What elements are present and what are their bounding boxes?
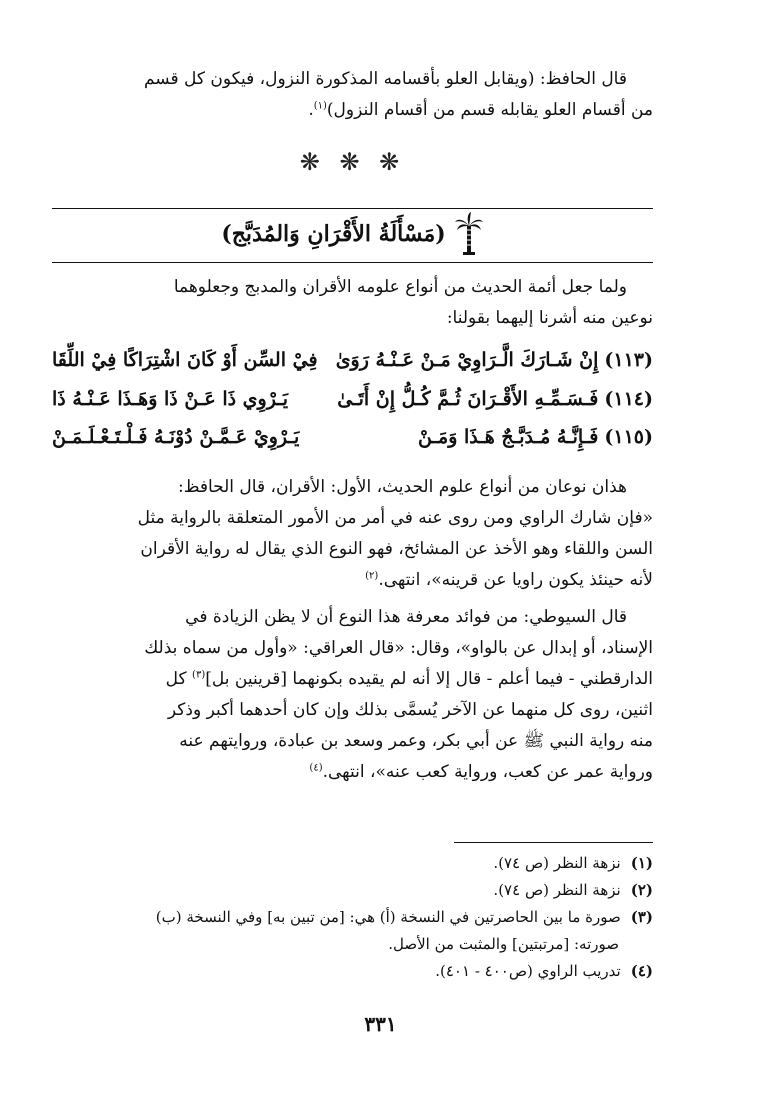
para2-line-2: «فإن شارك الراوي ومن روى عنه في أمر من الأمور المتعلقة بالرواية مثل xyxy=(137,508,653,528)
paragraph-intro-poem xyxy=(52,272,653,334)
intro-paragraph xyxy=(52,64,653,126)
para1-line-2: نوعين منه أشرنا إليهما بقولنا: xyxy=(446,308,653,328)
verse-first-hemistich: فَـسَـمِّـهِ الأَقْـرَانَ ثُـمَّ كُـلُّ إِنْ أَتَـىٰ xyxy=(337,388,599,410)
footnote-text: تدريب الراوي (ص٤٠٠ - ٤٠١). xyxy=(435,962,621,980)
footnote-ref-4[interactable]: (٤) xyxy=(309,762,323,774)
verse-number: (١١٥) xyxy=(604,426,653,448)
footnote-text: صورة ما بين الحاصرتين في النسخة (أ) هي: [من تبين به] وفي النسخة (ب) xyxy=(155,908,621,926)
footnote-number: (٤) xyxy=(630,962,653,980)
footnote-number: (٢) xyxy=(630,881,653,899)
footnote-number: (٣) xyxy=(630,908,653,926)
para3-line-3b: كل xyxy=(165,669,187,689)
para3-line-2: الإسناد، أو إبدال عن بالواو»، وقال: «قال العراقي: «وأول من سماه بذلك xyxy=(144,638,653,658)
title-top-rule xyxy=(52,208,653,209)
footnote-1 xyxy=(52,850,653,877)
para2-line-1: هذان نوعان من أنواع علوم الحديث، الأول: الأقران، قال الحافظ: xyxy=(177,477,627,497)
para2-line-4: لأنه حينئذ يكون راويا عن قرينه»، انتهى. xyxy=(378,570,653,590)
verse-second-hemistich: فِيْ السِّن أَوْ كَانَ اشْتِرَاكًا فِيْ اللِّقَا xyxy=(52,349,318,371)
verse-number: (١١٣) xyxy=(604,349,653,371)
verse-115 xyxy=(52,420,653,454)
footnote-3 xyxy=(52,904,653,931)
verse-number: (١١٤) xyxy=(604,388,653,410)
footnote-number: (١) xyxy=(630,854,653,872)
para1-line-1: ولما جعل أئمة الحديث من أنواع علومه الأقران والمدبج وجعلوهما xyxy=(173,277,627,297)
verse-113 xyxy=(52,343,653,377)
verse-first-hemistich: فَـإِنَّـهُ مُـدَبَّـجٌ هَـذَا وَمَـنْ xyxy=(417,426,599,448)
intro-end: . xyxy=(308,100,314,120)
section-heading xyxy=(52,212,653,256)
intro-line-1: قال الحافظ: (ويقابل العلو بأقسامه المذكورة النزول، فيكون كل قسم xyxy=(143,69,627,89)
paragraph-aqran xyxy=(52,472,653,596)
para3-line-3a: الدارقطني - فيما أعلم - قال إلا أنه لم يقيده بكونهما [قرينين بل] xyxy=(205,669,653,689)
footnote-separator xyxy=(454,842,653,843)
para3-line-6: ورواية عمر عن كعب، ورواية كعب عنه»، انتهى. xyxy=(322,762,653,782)
palm-ornament-icon xyxy=(454,212,484,256)
verse-second-hemistich: يَـرْوِي ذَا عَـنْ ذَا وَهَـذَا عَـنْـهُ ذَا xyxy=(52,388,289,410)
footnote-2 xyxy=(52,877,653,904)
paragraph-suyuti xyxy=(52,602,653,788)
verse-first-hemistich: إِنْ شَـارَكَ الَّـرَاوِيْ مَـنْ عَـنْـهُ رَوَىٰ xyxy=(335,349,599,371)
para2-line-3: السن واللقاء وهو الأخذ عن المشائخ، فهو النوع الذي يقال له رواية الأقران xyxy=(140,539,653,559)
section-title: (مَسْأَلَةُ الأَقْرَانِ وَالمُدَبَّج) xyxy=(221,221,446,247)
footnote-text: نزهة النظر (ص ٧٤). xyxy=(493,881,621,899)
footnote-ref-3[interactable]: (٣) xyxy=(192,669,206,681)
intro-line-2: من أقسام العلو يقابله قسم من أقسام النزول) xyxy=(326,100,653,120)
footnotes xyxy=(52,850,653,985)
footnote-ref-1[interactable]: (١) xyxy=(313,100,327,112)
para3-line-1: قال السيوطي: من فوائد معرفة هذا النوع أن لا يظن الزيادة في xyxy=(185,607,627,627)
footnote-ref-2[interactable]: (٢) xyxy=(365,570,379,582)
title-bottom-rule xyxy=(52,262,653,263)
footnote-4 xyxy=(52,958,653,985)
footnote-text: نزهة النظر (ص ٧٤). xyxy=(493,854,621,872)
footnote-3-continuation: صورته: [مرتبتين] والمثبت من الأصل. xyxy=(388,935,619,953)
verse-second-hemistich: يَـرْوِيْ عَـمَّـنْ دُوْنَـهُ فَـلْـتَـعْـلَـمَـنْ xyxy=(52,426,300,448)
para3-line-4: اثنين، روى كل منهما عن الآخر يُسمَّى بذلك وإن كان أحدهما أكبر وذكر xyxy=(167,700,653,720)
page-number: ٣٣١ xyxy=(364,1012,397,1036)
verse-114 xyxy=(52,382,653,416)
star-separator: ❋ ❋ ❋ xyxy=(299,148,406,176)
para3-line-5: منه رواية النبي ﷺ عن أبي بكر، وعمر وسعد بن عبادة، وروايتهم عنه xyxy=(179,731,653,751)
